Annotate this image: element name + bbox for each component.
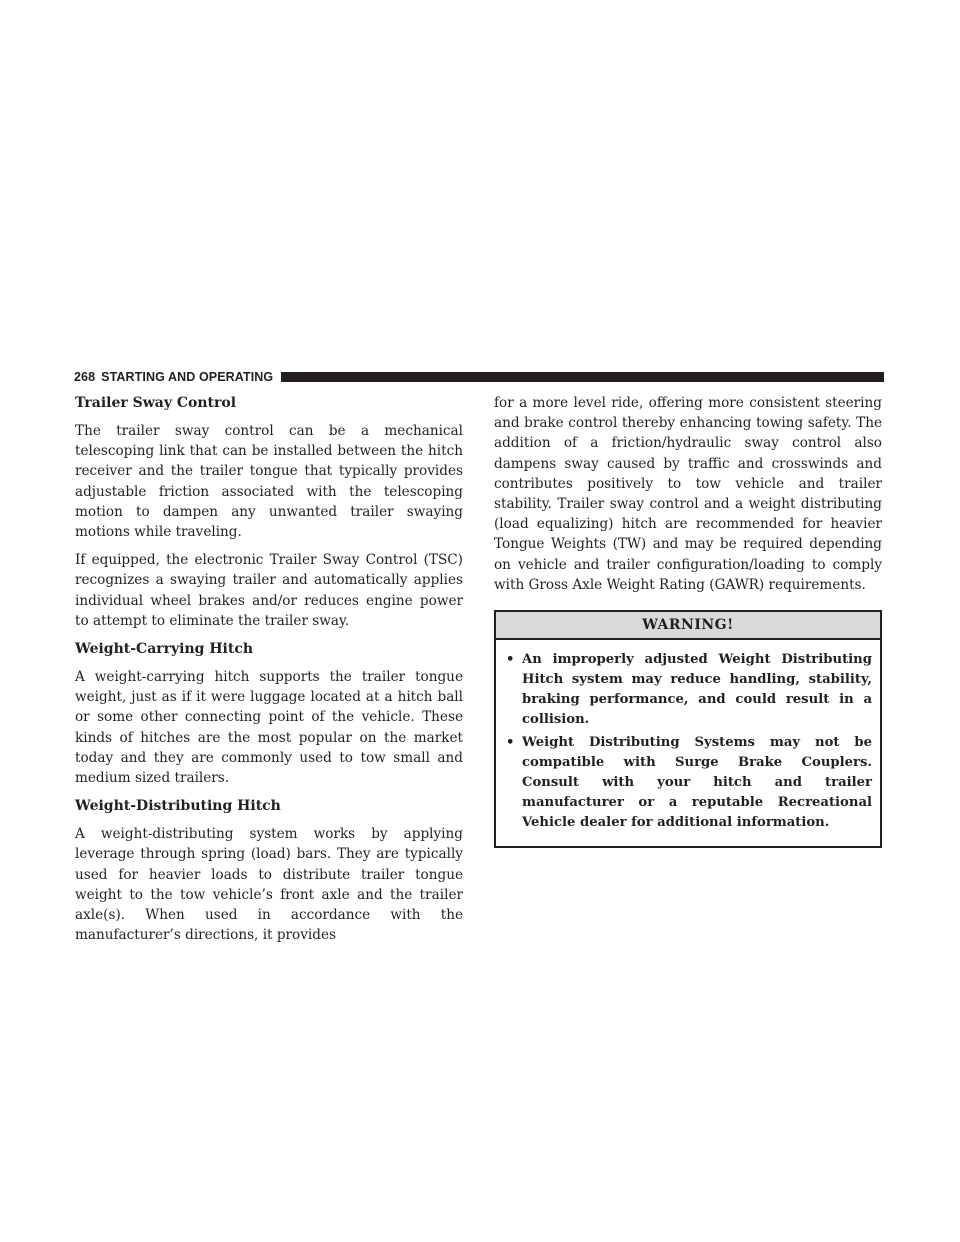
heading-weight-distributing-hitch: Weight-Distributing Hitch bbox=[75, 798, 281, 815]
paragraph-weight-distributing: A weight-distributing system works by applying leverage through spring (load) bars. They are typically used for heavier loads to distribute trailer tongue weight to the tow vehicle’s front axle and the trailer axle(s). When used in accordance with the manufacturer’s directions, it provides bbox=[75, 826, 463, 944]
page-number: 268 bbox=[74, 370, 96, 384]
section-title: STARTING AND OPERATING bbox=[101, 370, 274, 384]
left-column bbox=[75, 393, 463, 953]
header-rule bbox=[281, 372, 884, 382]
paragraph-tsc: If equipped, the electronic Trailer Sway Control (TSC) recognizes a swaying trailer and automatically applies individual wheel brakes and/or reduces engine power to attempt to eliminate the trailer sway. bbox=[75, 552, 463, 629]
running-header bbox=[74, 370, 884, 384]
warning-box bbox=[494, 610, 882, 848]
warning-item-text: An improperly adjusted Weight Distributing Hitch system may reduce handling, stability, braking performance, and could result in a collision. bbox=[522, 652, 872, 728]
paragraph-sway-control-intro: The trailer sway control can be a mechanical telescoping link that can be installed between the hitch receiver and the trailer tongue that typically provides adjustable friction associated with the telescoping motion to dampen any unwanted trailer swaying motions while traveling. bbox=[75, 423, 463, 541]
paragraph-weight-carrying: A weight-carrying hitch supports the trailer tongue weight, just as if it were luggage located at a hitch ball or some other connecting point of the vehicle. These kinds of hitches are the most popular on the market today and they are commonly used to tow small and medium sized trailers. bbox=[75, 669, 463, 787]
warning-item bbox=[506, 733, 872, 833]
bullet-icon: • bbox=[506, 652, 515, 668]
warning-title: WARNING! bbox=[496, 612, 880, 640]
bullet-icon: • bbox=[506, 735, 515, 751]
paragraph-weight-distributing-cont: for a more level ride, offering more consistent steering and brake control thereby enhancing towing safety. The addition of a friction/hydraulic sway control also dampens sway caused by traffic and crosswinds and contributes positively to tow vehicle and trailer stability. Trailer sway control and a weight distributing (load equalizing) hitch are recommended for heavier Tongue Weights (TW) and may be required depending on vehicle and trailer configuration/loading to comply with Gross Axle Weight Rating (GAWR) requirements. bbox=[494, 395, 882, 593]
heading-trailer-sway-control: Trailer Sway Control bbox=[75, 395, 237, 411]
heading-weight-carrying-hitch: Weight-Carrying Hitch bbox=[75, 641, 254, 658]
right-column bbox=[494, 393, 882, 848]
warning-list bbox=[496, 640, 880, 846]
warning-item-text: Weight Distributing Systems may not be compatible with Surge Brake Couplers. Consult with your hitch and trailer manufacturer or a reputable Recreational Vehicle dealer for additional information. bbox=[522, 735, 872, 831]
warning-item bbox=[506, 650, 872, 730]
